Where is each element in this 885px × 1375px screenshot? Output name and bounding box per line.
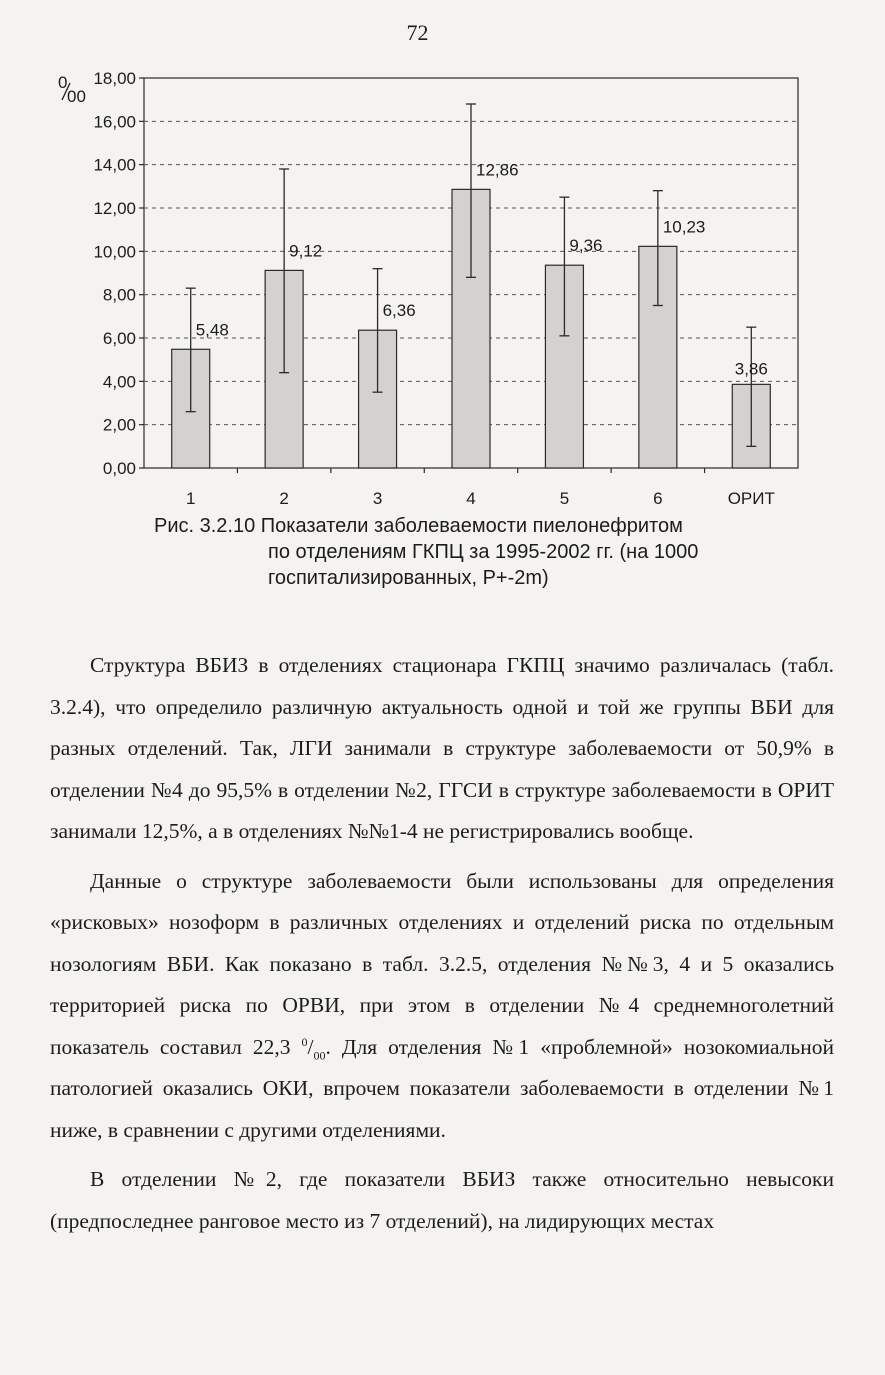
paragraph-3: В отделении №2, где показатели ВБИЗ также относительно невысоки (предпоследнее ранговое место из 7 отделений), на лидирующих местах: [50, 1167, 834, 1233]
x-tick-label: 5: [559, 489, 570, 508]
y-unit-denominator: 00: [67, 87, 86, 106]
x-tick-label: 4: [466, 489, 476, 508]
y-tick-label: 10,00: [93, 242, 136, 262]
x-tick-label: 2: [279, 489, 289, 508]
y-tick-label: 12,00: [93, 199, 136, 218]
page-number: 72: [406, 20, 429, 45]
y-unit-numerator: 0: [58, 73, 68, 92]
data-label: 5,48: [195, 320, 229, 340]
paragraph-2-part-1: Данные о структуре заболеваемости были использованы для определения «рисковых» нозоформ в различных отделениях и отделений риска по отдельным нозологиям ВБИ. Как показано в табл. 3.2.5, отделения №№3, 4 и 5 оказались территорией риска по ОРВИ, при этом в отделении №4 среднемноголетний показатель составил 22,3: [50, 868, 834, 1059]
x-tick-label: 1: [185, 489, 196, 508]
unit-denominator: 00: [313, 1047, 326, 1062]
body-text: [50, 645, 834, 1250]
data-label: 9,36: [569, 236, 603, 256]
data-label: 6,36: [382, 301, 416, 321]
y-tick-label: 8,00: [102, 285, 136, 305]
caption-line-2: по отделениям ГКПЦ за 1995-2002 гг. (на 1000: [268, 541, 699, 563]
data-label: 10,23: [662, 217, 706, 237]
x-tick-label: 6: [653, 489, 663, 508]
y-tick-label: 2,00: [102, 415, 136, 435]
y-tick-label: 16,00: [93, 112, 136, 132]
data-label: 3,86: [734, 359, 768, 379]
chart-bars: [172, 104, 771, 468]
unit-numerator: 0: [301, 1034, 308, 1049]
y-tick-label: 0,00: [102, 459, 136, 478]
x-tick-label: ОРИТ: [727, 489, 775, 508]
caption-line-3: госпитализированных, P+-2m): [268, 567, 549, 589]
paragraph-2: Данные о структуре заболеваемости были использованы для определения «рисковых» нозоформ в различных отделениях и отделений риска по отдельным нозологиям ВБИ. Как показано в табл. 3.2.5, отделения №№3, 4 и 5 оказались территорией риска по ОРВИ, при этом в отделении №4 среднемноголетний показатель составил 22,3 $^0/_{00}$. Для отделения №1 «проблемной» нозокомиальной патологией оказались ОКИ, впрочем показатели заболеваемости в отделении №1 ниже, в сравнении с другими отделениями.: [50, 868, 834, 1142]
data-label: 9,12: [289, 241, 323, 261]
y-tick-label: 6,00: [102, 329, 136, 348]
y-tick-label: 18,00: [93, 69, 136, 88]
x-axis: [186, 468, 775, 508]
x-tick-label: 3: [372, 489, 383, 508]
bar-chart: [40, 60, 820, 510]
paragraph-2-part-2: . Для отделения №1 «проблемной» нозокомиальной патологией оказались ОКИ, впрочем показатели заболеваемости в отделении №1 ниже, в сравнении с другими отделениями.: [50, 1034, 834, 1142]
y-tick-label: 14,00: [93, 155, 136, 175]
y-axis: [93, 69, 144, 478]
y-tick-label: 4,00: [102, 372, 136, 392]
data-label: 12,86: [476, 160, 519, 180]
caption-line-1: Рис. 3.2.10 Показатели заболеваемости пиелонефритом: [154, 515, 683, 537]
paragraph-1: Структура ВБИЗ в отделениях стационара ГКПЦ значимо различалась (табл. 3.2.4), что определило различную актуальность одной и той же группы ВБИ для разных отделений. Так, ЛГИ занимали в структуре заболеваемости от 50,9% в отделении №4 до 95,5% в отделении №2, ГГСИ в структуре заболеваемости в ОРИТ занимали 12,5%, а в отделениях №№1-4 не регистрировались вообще.: [50, 653, 834, 843]
